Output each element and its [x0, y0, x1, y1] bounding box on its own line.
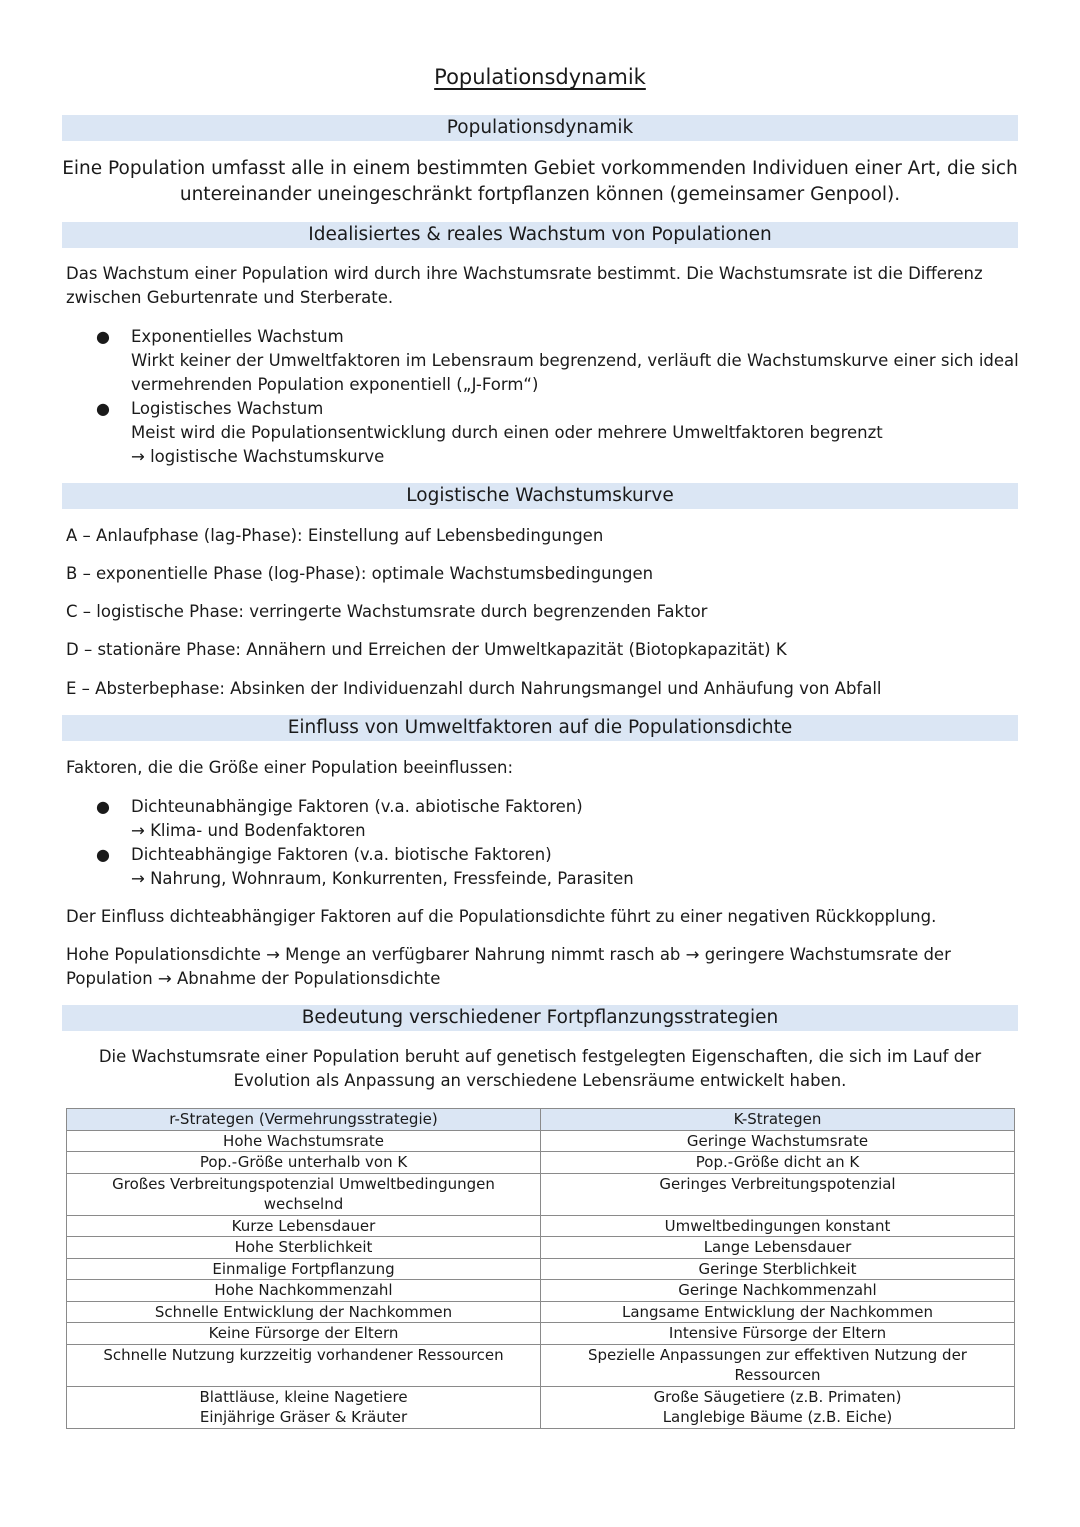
table-row: [67, 1258, 1015, 1280]
cell-k: Spezielle Anpassungen zur effektiven Nutzung der Ressourcen: [541, 1344, 1015, 1386]
cell-r: Hohe Wachstumsrate: [67, 1130, 541, 1152]
table-row: [67, 1173, 1015, 1215]
bullet-line: vermehrenden Population exponentiell („J-Form“): [131, 375, 539, 394]
wachstum-intro: [66, 262, 1016, 310]
header-r-strategen: r-Strategen (Vermehrungsstrategie): [67, 1109, 541, 1131]
section-heading-fortpflanzungsstrategien: Bedeutung verschiedener Fortpflanzungsstrategien: [62, 1005, 1018, 1031]
bullet-icon: ●: [96, 327, 110, 346]
intro-line: zwischen Geburtenrate und Sterberate.: [66, 288, 394, 307]
definition-line: untereinander uneingeschränkt fortpflanzen können (gemeinsamer Genpool).: [179, 184, 901, 205]
cell-k-examples: [541, 1386, 1015, 1428]
cell-r: Schnelle Entwicklung der Nachkommen: [67, 1301, 541, 1323]
example-line: Langlebige Bäume (z.B. Eiche): [662, 1408, 893, 1426]
chain-line: Population → Abnahme der Populationsdichte: [66, 969, 441, 988]
cell-r-examples: [67, 1386, 541, 1428]
bullet-line: Meist wird die Populationsentwicklung durch einen oder mehrere Umweltfaktoren begrenzt: [131, 423, 883, 442]
section-heading-wachstum: Idealisiertes & reales Wachstum von Populationen: [62, 222, 1018, 248]
section-heading-logistische-kurve: Logistische Wachstumskurve: [62, 483, 1018, 509]
definition-paragraph: [62, 156, 1018, 208]
bullet-icon: ●: [96, 399, 110, 418]
bullet-title: Dichteabhängige Faktoren (v.a. biotische Faktoren): [131, 845, 552, 864]
table-row: [67, 1301, 1015, 1323]
example-line: Blattläuse, kleine Nagetiere: [199, 1387, 408, 1406]
bullet-title: Exponentielles Wachstum: [131, 327, 344, 346]
bullet-icon: ●: [96, 845, 110, 864]
table-row: [67, 1344, 1015, 1386]
causal-chain: [66, 943, 1016, 991]
bullet-dichteunabhaengig: [131, 795, 1021, 843]
table-row-examples: [67, 1386, 1015, 1428]
table-header-row: [67, 1109, 1015, 1131]
cell-r: Großes Verbreitungspotenzial Umweltbedingungen wechselnd: [67, 1173, 541, 1215]
phase-item: D – stationäre Phase: Annähern und Erreichen der Umweltkapazität (Biotopkapazität) K: [66, 640, 787, 659]
phase-item: E – Absterbephase: Absinken der Individuenzahl durch Nahrungsmangel und Anhäufung von Abfall: [66, 679, 882, 698]
cell-k: Langsame Entwicklung der Nachkommen: [541, 1301, 1015, 1323]
cell-r: Pop.-Größe unterhalb von K: [67, 1152, 541, 1174]
bullet-logistic: [131, 397, 1021, 469]
bullet-icon: ●: [96, 797, 110, 816]
bullet-line: → Klima- und Bodenfaktoren: [131, 821, 366, 840]
intro-line: Das Wachstum einer Population wird durch ihre Wachstumsrate bestimmt. Die Wachstumsrate ist die Differenz: [66, 264, 983, 283]
cell-r: Kurze Lebensdauer: [67, 1215, 541, 1237]
cell-r: Schnelle Nutzung kurzzeitig vorhandener Ressourcen: [67, 1344, 541, 1386]
umweltfaktoren-intro: Faktoren, die die Größe einer Population beeinflussen:: [66, 758, 514, 777]
section-heading-populationsdynamik: Populationsdynamik: [62, 115, 1018, 141]
strategien-intro: [62, 1045, 1018, 1093]
bullet-line: → Nahrung, Wohnraum, Konkurrenten, Fressfeinde, Parasiten: [131, 869, 634, 888]
table-row: [67, 1215, 1015, 1237]
bullet-title: Logistisches Wachstum: [131, 399, 324, 418]
strategy-table: [66, 1108, 1015, 1429]
table-row: [67, 1130, 1015, 1152]
example-line: Einjährige Gräser & Kräuter: [199, 1408, 408, 1426]
intro-line: Evolution als Anpassung an verschiedene Lebensräume entwickelt haben.: [233, 1071, 847, 1090]
definition-line: Eine Population umfasst alle in einem bestimmten Gebiet vorkommenden Individuen einer Art, die sich: [62, 158, 1018, 179]
table-row: [67, 1280, 1015, 1302]
cell-r: Keine Fürsorge der Eltern: [67, 1323, 541, 1345]
bullet-exponential: [131, 325, 1021, 397]
table-row: [67, 1237, 1015, 1259]
bullet-line: → logistische Wachstumskurve: [131, 447, 385, 466]
page-title: Populationsdynamik: [434, 65, 646, 89]
phase-item: A – Anlaufphase (lag-Phase): Einstellung auf Lebensbedingungen: [66, 526, 604, 545]
phase-item: B – exponentielle Phase (log-Phase): optimale Wachstumsbedingungen: [66, 564, 654, 583]
cell-r: Hohe Sterblichkeit: [67, 1237, 541, 1259]
bullet-line: Wirkt keiner der Umweltfaktoren im Lebensraum begrenzend, verläuft die Wachstumskurve einer sich ideal: [131, 351, 1019, 370]
cell-k: Lange Lebensdauer: [541, 1237, 1015, 1259]
bullet-title: Dichteunabhängige Faktoren (v.a. abiotische Faktoren): [131, 797, 583, 816]
example-line: Große Säugetiere (z.B. Primaten): [653, 1387, 902, 1406]
cell-k: Geringe Sterblichkeit: [541, 1258, 1015, 1280]
bullet-dichteabhaengig: [131, 843, 1021, 891]
chain-line: Hohe Populationsdichte → Menge an verfügbarer Nahrung nimmt rasch ab → geringere Wachstumsrate der: [66, 945, 951, 964]
cell-k: Geringes Verbreitungspotenzial: [541, 1173, 1015, 1215]
table-row: [67, 1323, 1015, 1345]
cell-k: Geringe Wachstumsrate: [541, 1130, 1015, 1152]
cell-k: Pop.-Größe dicht an K: [541, 1152, 1015, 1174]
phase-item: C – logistische Phase: verringerte Wachstumsrate durch begrenzenden Faktor: [66, 602, 708, 621]
cell-k: Geringe Nachkommenzahl: [541, 1280, 1015, 1302]
cell-r: Hohe Nachkommenzahl: [67, 1280, 541, 1302]
section-heading-umweltfaktoren: Einfluss von Umweltfaktoren auf die Populationsdichte: [62, 715, 1018, 741]
header-k-strategen: K-Strategen: [541, 1109, 1015, 1131]
feedback-sentence: Der Einfluss dichteabhängiger Faktoren auf die Populationsdichte führt zu einer negativen Rückkopplung.: [66, 907, 937, 926]
cell-k: Intensive Fürsorge der Eltern: [541, 1323, 1015, 1345]
cell-r: Einmalige Fortpflanzung: [67, 1258, 541, 1280]
cell-k: Umweltbedingungen konstant: [541, 1215, 1015, 1237]
table-row: [67, 1152, 1015, 1174]
intro-line: Die Wachstumsrate einer Population beruht auf genetisch festgelegten Eigenschaften, die sich im Lauf der: [98, 1047, 982, 1066]
